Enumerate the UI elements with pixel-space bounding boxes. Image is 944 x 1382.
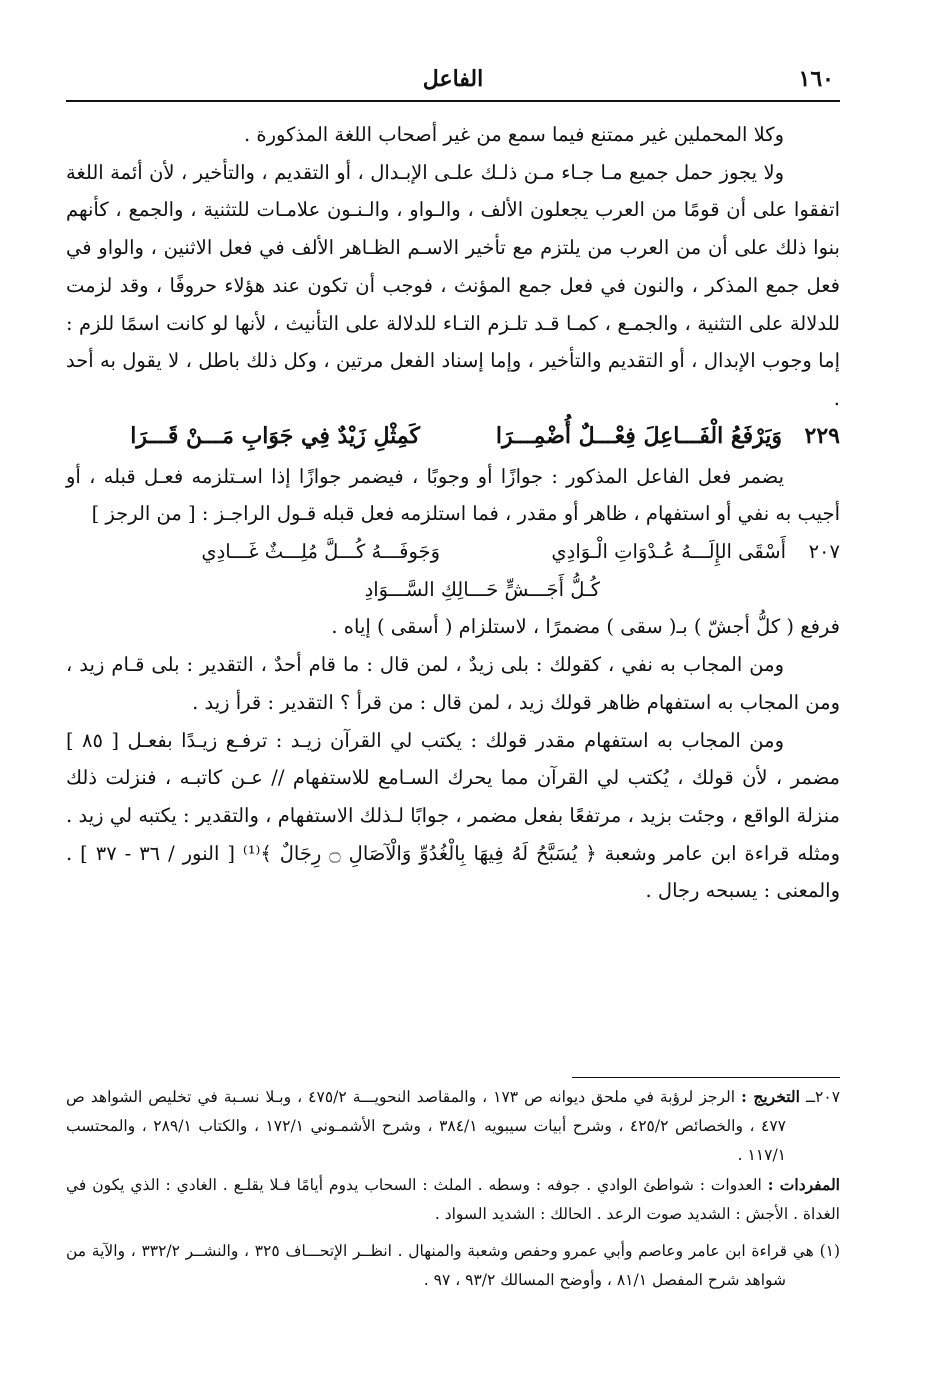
running-title: الفاعل xyxy=(422,66,484,92)
footnote-1-number: (١) xyxy=(819,1242,841,1260)
poem-line-1-first-half: أَسْقَى الإِلَـــهُ عُـدْوَاتِ الْـوَادِي xyxy=(551,540,786,564)
paragraph-2: ولا يجوز حمل جميع مـا جـاء مـن ذلـك علـى الإبـدال ، أو التقديم ، والتأخير ، لأن أئمة اللغة اتفقوا على أن قومًا من العرب يجعلون الألف ، والـواو ، والـنـون علامـات للتثنية ، والجمع ، كأنهم بنوا ذلك على أن من العرب من يلتزم مع تأخير الاسـم الظـاهر الألف في فعل الاثنين ، والواو في فعل جمع المذكر ، والنون في فعل جمع المؤنث ، فوجب أن تكون عند هؤلاء حروفًا ، وقد لزمت للدلالة على التثنية ، والجمـع ، كمـا قـد تلـزم التـاء للدلالة على التأنيث ، لأنها لو كانت اسمًا للزم : إما وجوب الإبدال ، أو التقديم والتأخير ، وإما إسناد الفعل مرتين ، وكل ذلك باطل ، لا يقول به أحد . xyxy=(66,160,840,410)
footnote-1 xyxy=(66,1237,840,1295)
paragraph-3: يضمر فعل الفاعل المذكور : جوازًا أو وجوبًا ، فيضمر جوازًا إذا اسـتلزمه فعـل قبله ، أو أجيب به نفي أو استفهام ، ظاهر أو مقدر ، فما استلزمه فعل قبله قـول الراجـز : [ من الرجز ] xyxy=(66,464,840,526)
footnote-207-takhrij xyxy=(66,1082,840,1170)
verse-hemistich-1: وَيَرْفَعُ الْفَـــاعِلَ فِعْـــلٌ أُضْمِـــرَا xyxy=(495,422,782,449)
footnote-rule xyxy=(572,1077,840,1078)
poem-number: ٢٠٧ xyxy=(808,540,840,564)
paragraph-4: فرفع ( كلُّ أجشّ ) بـ( سقى ) مضمرًا ، لاستلزام ( أسقى ) إياه . xyxy=(331,615,840,639)
poem-line-1-second-half: وَجَوفَـــهُ كُـــلَّ مُلِـــثٌ غَـــادِي xyxy=(201,540,440,564)
footnote-1-text: هي قراءة ابن عامر وعاصم وأبي عمرو وحفص وشعبة والمنهال . انظــر الإتحـــاف ٣٢٥ ، والنشــر ٣٣٢/٢ ، والآية من شواهد شرح المفصل ٨١/١ ، وأوضح المسالك ٩٣/٢ ، ٩٧ . xyxy=(66,1242,814,1289)
footnote-gap xyxy=(66,1229,840,1237)
paragraph-6: ومن المجاب به استفهام مقدر قولك : يكتب لي القرآن زيـد : ترفـع زيـدًا بفعـل [ ٨٥ ] مضمر ، لأن قولك ، يُكتب لي القرآن مما يحرك السـامع للاستفهام // عـن كاتبـه ، فنزلت ذلك منزلة الواقع ، وجئت بزيد ، مرتفعًا بفعل مضمر ، جوابًا لـذلك الاستفهام ، والتقدير : يكتبه لي زيد . ومثله قراءة ابن عامر وشعبة ﴿ يُسَبَّحُ لَهُ فِيهَا بِالْغُدُوِّ وَالْآصَالِ ۝ رِجَالٌ ﴾⁽¹⁾ [ النور / ٣٦ - ٣٧ ] . والمعنى : يسبحه رجال . xyxy=(66,728,840,903)
main-text xyxy=(66,116,840,910)
footnote-207-mufradat xyxy=(66,1170,840,1229)
poem-line-1 xyxy=(66,533,840,571)
alfiya-verse xyxy=(66,418,840,458)
footnote-207-number: ٢٠٧ــ xyxy=(805,1088,841,1106)
footnotes xyxy=(66,1082,840,1295)
poem-line-2-text: كُـلُّ أَجَـــشٍّ حَـــالِكِ السَّـــوَادِ xyxy=(364,577,600,601)
paragraph-5: ومن المجاب به نفي ، كقولك : بلى زيدٌ ، لمن قال : ما قام أحدٌ ، التقدير : بلى قـام زيد ، ومن المجاب به استفهام ظاهر قولك زيد ، لمن قال : من قرأ ؟ التقدير : قرأ زيد . xyxy=(66,653,840,714)
poem-line-2 xyxy=(66,571,840,609)
verse-number: ٢٢٩ xyxy=(804,422,840,449)
takhrij-label: التخريج : xyxy=(741,1087,800,1106)
mufradat-text: العدوات : شواطئ الوادي . جوفه : وسطه . الملث : السحاب يدوم أيامًا فـلا يقلـع . الغادي : الذي يكون في الغداة . الأجش : الشديد صوت الرعد . الحالك : الشديد السواد . xyxy=(66,1176,840,1223)
page-number: ١٦٠ xyxy=(798,66,834,92)
header-rule xyxy=(66,100,840,102)
page-header xyxy=(66,66,840,100)
verse-hemistich-2: كَمِثْلِ زَيْدٌ فِي جَوَابِ مَـــنْ قَـــرَا xyxy=(130,422,420,449)
paragraph-1: وكلا المحملين غير ممتنع فيما سمع من غير أصحاب اللغة المذكورة . xyxy=(243,123,784,146)
takhrij-text: الرجز لرؤبة في ملحق ديوانه ص ١٧٣ ، والمقاصد النحويـــة ٤٧٥/٢ ، وبـلا نسـبة في تخليص الشواهد ص ٤٧٧ ، والخصائص ٤٢٥/٢ ، وشرح أبيات سيبويه ٣٨٤/١ ، وشرح الأشمـوني ١٧٢/١ ، والكتاب ٢٨٩/١ ، والمحتسب ١١٧/١ . xyxy=(66,1088,786,1164)
mufradat-label: المفردات : xyxy=(767,1175,840,1194)
